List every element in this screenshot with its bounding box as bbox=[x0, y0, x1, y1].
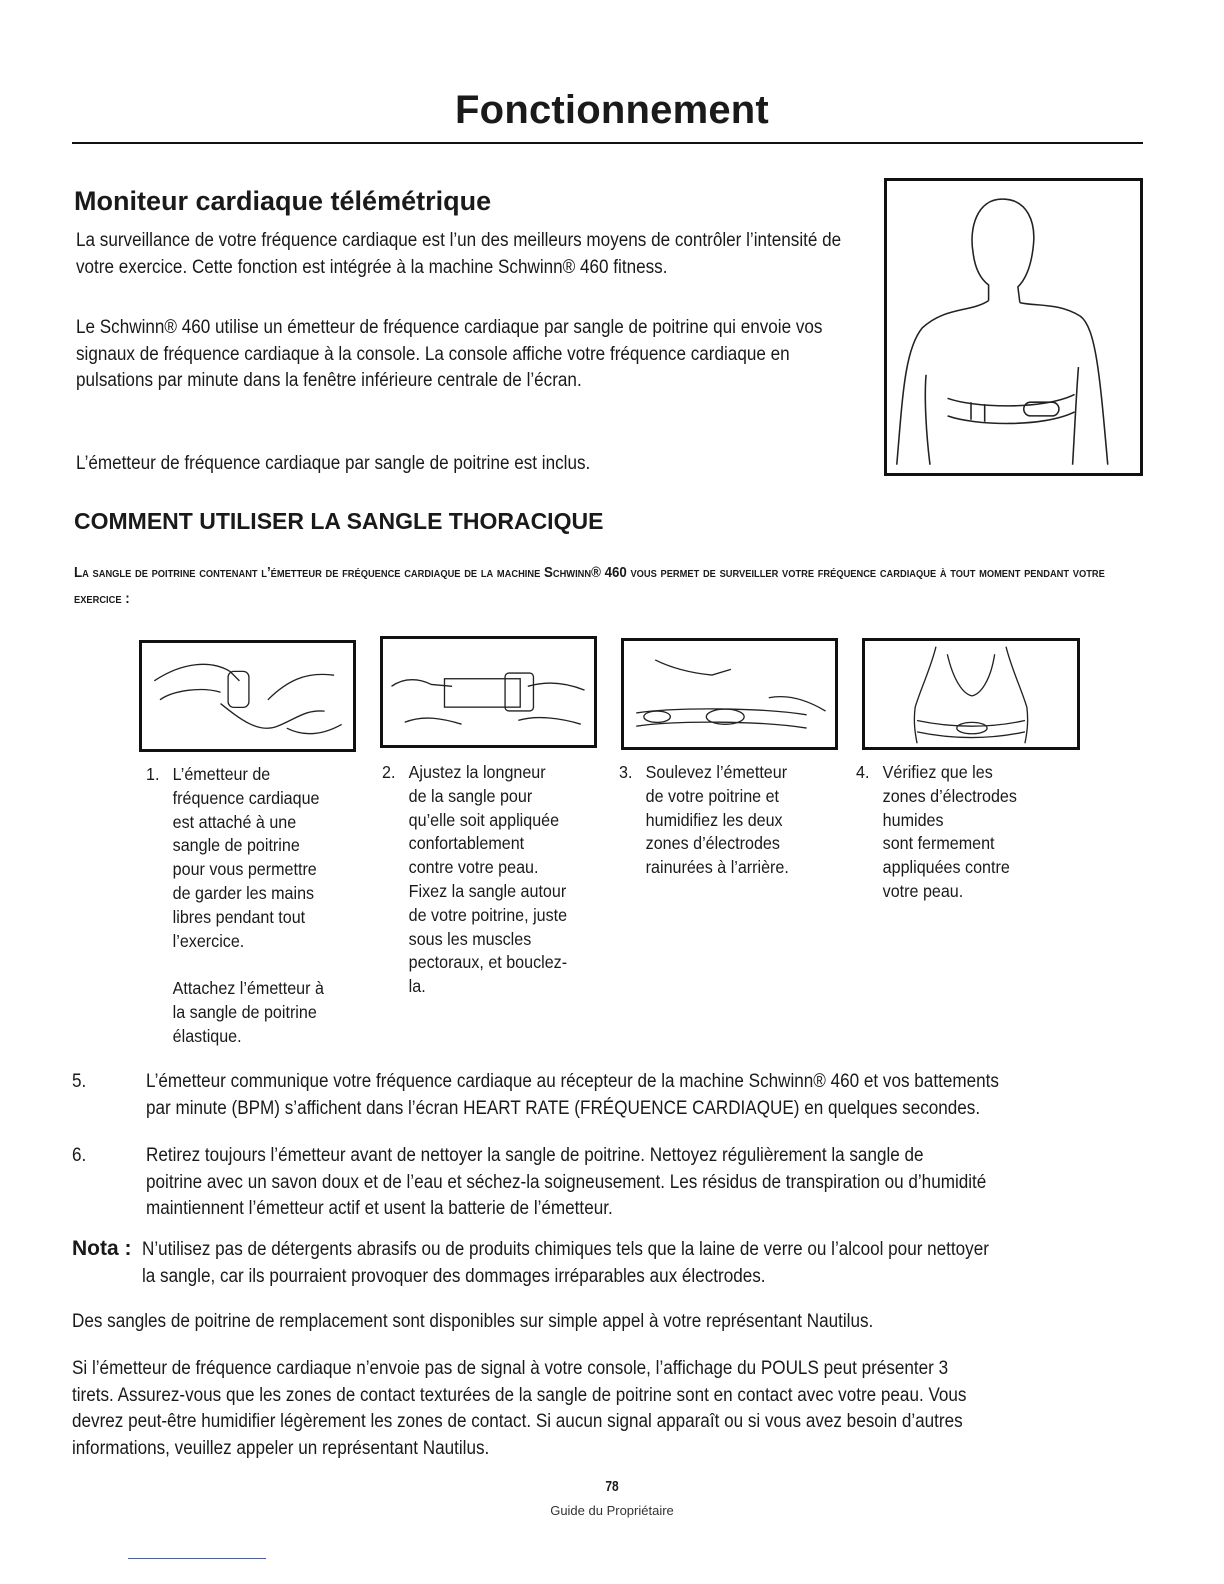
page-number: 78 bbox=[605, 1478, 619, 1495]
step-2-line: Fixez la sangle autour bbox=[408, 880, 567, 901]
step-3-line: de votre poitrine et bbox=[645, 785, 780, 806]
step-4-number: 4. bbox=[856, 762, 870, 782]
step-5-text bbox=[146, 1069, 1199, 1122]
step-1-line: libres pendant tout bbox=[172, 906, 306, 927]
final-paragraph bbox=[72, 1356, 1152, 1462]
final-line: Si l’émetteur de fréquence cardiaque n’envoie pas de signal à votre console, l’affichage du POULS peut présenter 3 bbox=[72, 1358, 949, 1379]
step-2-line: confortablement bbox=[408, 833, 525, 854]
step-4-line: appliquées contre bbox=[882, 857, 1010, 878]
adjust-strap-figure-icon bbox=[380, 636, 597, 748]
replacement-text: Des sangles de poitrine de remplacement sont disponibles sur simple appel à votre représentant Nautilus. bbox=[72, 1311, 874, 1332]
intro-paragraph-2: Le Schwinn® 460 utilise un émetteur de fréquence cardiaque par sangle de poitrine qui envoie vos signaux de fréquence cardiaque à la console. La console affiche votre fréquence cardiaque en pulsations par minute dans la fenêtre inférieure centrale de l’écran. bbox=[76, 317, 823, 391]
section-title: Moniteur cardiaque télémétrique bbox=[74, 186, 492, 216]
step-4-line: Vérifiez que les bbox=[882, 762, 993, 782]
step-2-line: pectoraux, et bouclez- bbox=[408, 952, 568, 973]
subsection-intro: La sangle de poitrine contenant l’émetteur de fréquence cardiaque de la machine Schwinn® 460 vous permet de surveiller votre fréquence cardiaque à tout moment pendant votre exercice : bbox=[74, 565, 1105, 607]
footer-label: Guide du Propriétaire bbox=[550, 1503, 674, 1518]
intro-paragraph-3: L’émetteur de fréquence cardiaque par sangle de poitrine est inclus. bbox=[76, 453, 591, 474]
step-1-line: pour vous permettre bbox=[172, 859, 317, 880]
step-4-line: sont fermement bbox=[882, 833, 995, 854]
check-fit-figure-icon bbox=[862, 638, 1080, 750]
final-line: tirets. Assurez-vous que les zones de contact texturées de la sangle de poitrine sont en contact avec votre peau. Vous bbox=[72, 1384, 967, 1406]
step-1-line: fréquence cardiaque bbox=[172, 787, 320, 808]
step-2-line: sous les muscles bbox=[408, 928, 532, 949]
step-2-line: contre votre peau. bbox=[408, 857, 539, 878]
nota-line: la sangle, car ils pourraient provoquer des dommages irréparables aux électrodes. bbox=[142, 1265, 766, 1287]
step-3-number: 3. bbox=[619, 762, 633, 782]
title-divider bbox=[72, 142, 1143, 144]
step-3-line: rainurées à l’arrière. bbox=[645, 857, 789, 878]
step-5-line: par minute (BPM) s’affichent dans l’écran HEART RATE (FRÉQUENCE CARDIAQUE) en quelques secondes. bbox=[146, 1097, 981, 1119]
step-1-line: est attaché à une bbox=[172, 811, 297, 832]
step-1-line: L’émetteur de bbox=[172, 764, 271, 784]
page-title: Fonctionnement bbox=[455, 88, 769, 132]
moisten-electrodes-figure-icon bbox=[621, 638, 838, 750]
intro-paragraph-1: La surveillance de votre fréquence cardiaque est l’un des meilleurs moyens de contrôler l’intensité de votre exercice. Cette fonction est intégrée à la machine Schwinn® 460 fitness. bbox=[76, 230, 842, 278]
step-2 bbox=[382, 761, 589, 1021]
step-5-number: 5. bbox=[72, 1071, 87, 1092]
final-line: devrez peut-être humidifier légèrement les zones de contact. Si aucun signal apparaît ou si vous avez besoin d’autres bbox=[72, 1411, 963, 1432]
step-3-line: humidifiez les deux bbox=[645, 809, 783, 830]
step-1-line: sangle de poitrine bbox=[172, 835, 300, 856]
step-2-line: de votre poitrine, juste bbox=[408, 904, 568, 925]
step-4 bbox=[856, 761, 1063, 921]
step-1-line: l’exercice. bbox=[172, 930, 245, 951]
step-1-line: de garder les mains bbox=[172, 882, 315, 903]
step-6-number: 6. bbox=[72, 1145, 87, 1166]
step-4-line: votre peau. bbox=[882, 880, 964, 901]
step-6-text bbox=[146, 1143, 1199, 1223]
step-6-line: poitrine avec un savon doux et de l’eau et séchez-la soigneusement. Les résidus de transpiration ou d’humidité bbox=[146, 1171, 987, 1193]
step-4-line: zones d’électrodes bbox=[882, 785, 1017, 806]
chest-strap-figure-icon bbox=[884, 178, 1143, 476]
step-1 bbox=[146, 763, 348, 1063]
step-2-line: qu’elle soit appliquée bbox=[408, 809, 560, 830]
step-2-line: la. bbox=[408, 976, 426, 997]
step-5-line: L’émetteur communique votre fréquence cardiaque au récepteur de la machine Schwinn® 460 et vos battements bbox=[146, 1071, 999, 1092]
step-1-extra-line: Attachez l’émetteur à bbox=[172, 978, 324, 999]
step-3 bbox=[619, 761, 826, 901]
step-1-number: 1. bbox=[146, 764, 160, 784]
step-3-line: zones d’électrodes bbox=[645, 833, 780, 854]
nota-label: Nota : bbox=[72, 1237, 132, 1260]
step-2-line: de la sangle pour bbox=[408, 785, 533, 806]
footer-link-underline bbox=[128, 1558, 266, 1559]
nota-line: N’utilisez pas de détergents abrasifs ou de produits chimiques tels que la laine de verre ou l’alcool pour nettoyer bbox=[142, 1239, 989, 1260]
step-6-line: maintiennent l’émetteur actif et usent la batterie de l’émetteur. bbox=[146, 1198, 613, 1219]
step-2-line: Ajustez la longneur bbox=[408, 762, 546, 782]
subsection-title: COMMENT UTILISER LA SANGLE THORACIQUE bbox=[74, 508, 604, 534]
step-1-extra-line: la sangle de poitrine bbox=[172, 1002, 317, 1023]
step-2-number: 2. bbox=[382, 762, 396, 782]
final-line: informations, veuillez appeler un représentant Nautilus. bbox=[72, 1437, 490, 1459]
step-3-line: Soulevez l’émetteur bbox=[645, 762, 788, 782]
step-6-line: Retirez toujours l’émetteur avant de nettoyer la sangle de poitrine. Nettoyez régulièrement la sangle de bbox=[146, 1145, 924, 1166]
nota-text bbox=[142, 1237, 1222, 1290]
step-1-extra-line: élastique. bbox=[172, 1025, 242, 1046]
step-4-line: humides bbox=[882, 809, 944, 830]
attach-transmitter-figure-icon bbox=[139, 640, 356, 752]
